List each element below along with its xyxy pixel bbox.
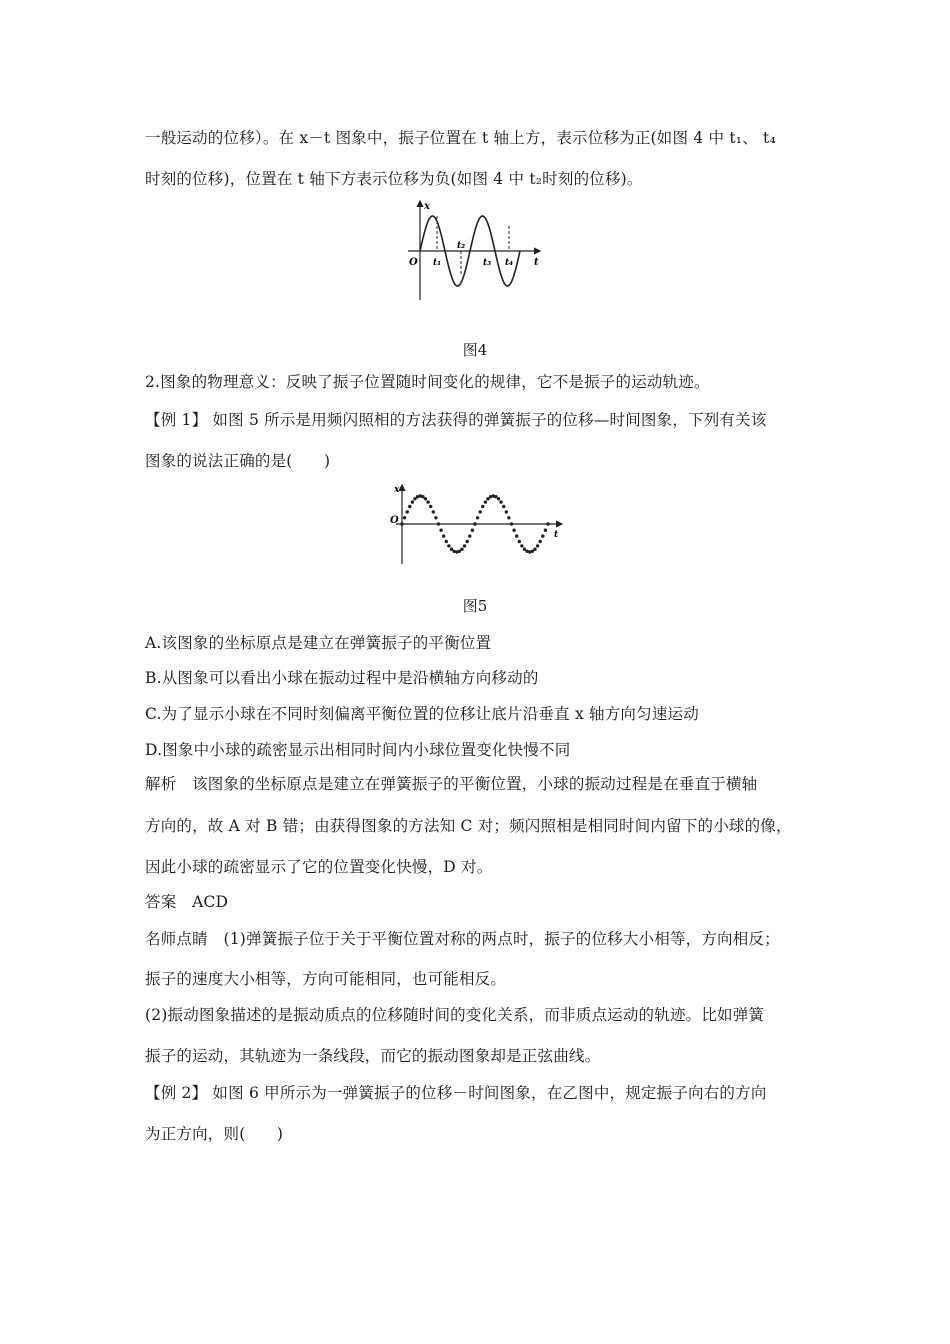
example-1-line-1: 【例 1】 如图 5 所示是用频闪照相的方法获得的弹簧振子的位移—时间图象，下列有关该 xyxy=(145,411,767,429)
strobe-dot xyxy=(533,548,536,551)
strobe-dot xyxy=(499,500,502,503)
strobe-dot xyxy=(497,497,500,500)
strobe-dot xyxy=(484,500,487,503)
example-1-line-2: 图象的说法正确的是( ) xyxy=(145,452,331,470)
tips-line-2: 振子的速度大小相等，方向可能相同，也可能相反。 xyxy=(145,970,507,988)
answer: 答案 ACD xyxy=(145,893,229,911)
t-axis-label: t xyxy=(554,530,559,540)
figure-5-caption: 图5 xyxy=(462,597,488,615)
option-b: B.从图象可以看出小球在振动过程中是沿横轴方向移动的 xyxy=(145,669,539,687)
strobe-dot xyxy=(466,540,469,543)
strobe-dot xyxy=(481,505,484,508)
analysis-line-3: 因此小球的疏密显示了它的位置变化快慢，D 对。 xyxy=(145,858,493,876)
strobe-dot xyxy=(471,529,474,532)
strobe-dot xyxy=(546,522,549,525)
strobe-dot xyxy=(479,510,482,513)
strobe-dot xyxy=(476,516,479,519)
strobe-dot xyxy=(473,522,476,525)
strobe-dot xyxy=(403,516,406,519)
paragraph-intro-line-1: 一般运动的位移）。在 x－t 图象中，振子位置在 t 轴上方，表示位移为正(如图 4 中 t₁、 t₄ xyxy=(145,129,776,147)
strobe-dot xyxy=(518,540,521,543)
strobe-dot xyxy=(510,522,513,525)
strobe-dot xyxy=(447,544,450,547)
x-axis-label: x xyxy=(424,201,430,212)
strobe-dot xyxy=(544,529,547,532)
t2-label: t₂ xyxy=(457,241,466,251)
strobe-dot xyxy=(536,544,539,547)
option-c: C.为了显示小球在不同时刻偏离平衡位置的位移让底片沿垂直 x 轴方向匀速运动 xyxy=(145,705,699,723)
tips-line-3: (2)振动图象描述的是振动质点的位移随时间的变化关系，而非质点运动的轨迹。比如弹簧 xyxy=(145,1006,765,1024)
x-axis-label: x xyxy=(394,485,400,495)
point-2: 2.图象的物理意义：反映了振子位置随时间变化的规律，它不是振子的运动轨迹。 xyxy=(145,373,710,391)
tips-line-4: 振子的运动，其轨迹为一条线段，而它的振动图象却是正弦曲线。 xyxy=(145,1047,601,1065)
strobe-dot xyxy=(442,534,445,537)
t1-label: t₁ xyxy=(433,258,442,268)
strobe-dot xyxy=(439,529,442,532)
strobe-dot xyxy=(432,510,435,513)
strobe-dot xyxy=(426,500,429,503)
figure-4-graph xyxy=(400,196,550,304)
strobe-dot xyxy=(434,516,437,519)
figure-5-graph xyxy=(388,480,568,568)
t4-label: t₄ xyxy=(505,258,514,268)
origin-label: O xyxy=(409,257,418,268)
analysis-line-2: 方向的，故 A 对 B 错；由获得图象的方法知 C 对；频闪照相是相同时间内留下的小球的像， xyxy=(145,817,792,835)
strobe-dot xyxy=(437,522,440,525)
strobe-dot xyxy=(408,505,411,508)
strobe-dot xyxy=(512,529,515,532)
analysis-line-1: 解析 该图象的坐标原点是建立在弹簧振子的平衡位置，小球的振动过程是在垂直于横轴 xyxy=(145,775,758,793)
paragraph-intro-line-2: 时刻的位移)，位置在 t 轴下方表示位移为负(如图 4 中 t₂时刻的位移)。 xyxy=(145,170,643,188)
strobe-dot xyxy=(406,510,409,513)
option-a: A.该图象的坐标原点是建立在弹簧振子的平衡位置 xyxy=(145,634,492,652)
strobe-dot xyxy=(468,534,471,537)
strobe-dot xyxy=(539,540,542,543)
strobe-dot xyxy=(515,534,518,537)
strobe-dot xyxy=(424,497,427,500)
strobe-dot xyxy=(400,522,403,525)
example-2-line-1: 【例 2】 如图 6 甲所示为一弹簧振子的位移－时间图象，在乙图中，规定振子向右的方向 xyxy=(145,1084,767,1102)
t3-label: t₃ xyxy=(483,258,492,268)
strobe-dot xyxy=(463,544,466,547)
strobe-dot xyxy=(411,500,414,503)
strobe-dot xyxy=(445,540,448,543)
option-d: D.图象中小球的疏密显示出相同时间内小球位置变化快慢不同 xyxy=(145,741,571,759)
strobe-dot xyxy=(520,544,523,547)
strobe-dot xyxy=(460,548,463,551)
origin-label: O xyxy=(390,515,399,526)
strobe-dot xyxy=(502,505,505,508)
strobe-dot xyxy=(429,505,432,508)
example-2-line-2: 为正方向，则( ) xyxy=(145,1125,284,1143)
strobe-dot xyxy=(541,534,544,537)
figure-4-caption: 图4 xyxy=(462,341,488,359)
strobe-dot xyxy=(507,516,510,519)
tips-line-1: 名师点睛 (1)弹簧振子位于关于平衡位置对称的两点时，振子的位移大小相等，方向相反； xyxy=(145,930,780,948)
t-axis-label: t xyxy=(534,257,539,268)
strobe-dot xyxy=(505,510,508,513)
